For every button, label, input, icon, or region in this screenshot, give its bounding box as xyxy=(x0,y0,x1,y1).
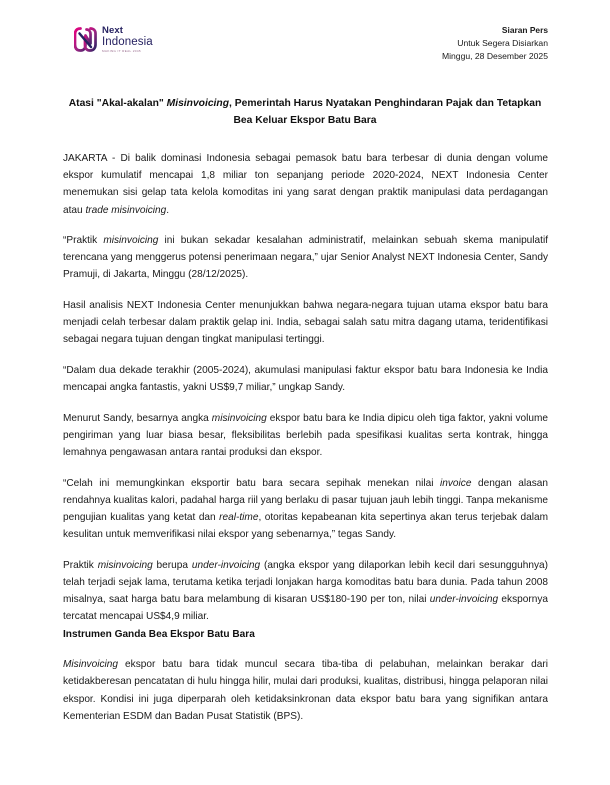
italic-term: under-invoicing xyxy=(429,594,499,606)
title-line2: Tetapkan Bea Keluar Ekspor Batu Bara xyxy=(233,97,542,127)
body-paragraph xyxy=(63,150,548,219)
text-run: “Dalam dua dekade terakhir (2005-2024), akumulasi manipulasi faktur ekspor batu bara Indonesia ke India mencapai angka fantastis, yakni US$9,7 miliar,” ungkap Sandy. xyxy=(63,365,548,394)
text-run: ekspor batu bara tidak muncul secara tiba-tiba di pelabuhan, melainkan berakar dari ketidakberesan pencatatan di hulu hingga hilir, mulai dari produksi, kualitas, distribusi, hingga pelaporan nilai ekspor. Kondisi ini juga diperparah oleh ketidaksinkronan data ekspor batu bara yang signifikan antara Kementerian ESDM dan Badan Pusat Statistik (BPS). xyxy=(63,659,548,722)
body-paragraph xyxy=(63,656,548,725)
release-meta xyxy=(442,22,548,64)
brand-tagline: MAKING IT REAL 2045 xyxy=(102,48,141,53)
brand-logo xyxy=(74,26,153,53)
text-run: . xyxy=(166,204,170,216)
text-run: (angka ekspor yang dilaporkan lebih kecil dari sesungguhnya) telah terjadi sejak lama, terutama ketika terjadi lonjakan harga komoditas batu bara dunia. Pada tahun 2008 misalnya, saat harga batu bara melambung di kisaran US$180-190 per ton, nilai xyxy=(63,560,549,606)
body-paragraph xyxy=(63,557,548,626)
italic-term: misinvoicing xyxy=(97,560,153,572)
body-paragraph xyxy=(63,475,548,544)
text-run: JAKARTA - Di balik dominasi Indonesia sebagai pemasok batu bara terbesar di dunia dengan volume ekspor kumulatif mencapai 1,8 miliar ton sepanjang periode 2020-2024, NEXT Indonesia Center menemukan sisi gelap tata kelola komoditas ini yang sarat dengan praktik manipulasi data perdagangan atau xyxy=(63,153,548,216)
body-paragraph xyxy=(63,410,548,461)
release-date: Minggu, 28 Desember 2025 xyxy=(441,51,548,62)
title-line1-post: , Pemerintah Harus Nyatakan Penghindaran Pajak dan xyxy=(229,97,494,109)
italic-term: real-time xyxy=(219,512,259,524)
italic-term: Misinvoicing xyxy=(63,659,118,671)
section-subheading: Instrumen Ganda Bea Ekspor Batu Bara xyxy=(63,628,255,640)
release-label: Siaran Pers xyxy=(501,25,548,35)
title-line1-pre: Atasi "Akal-akalan" xyxy=(68,97,167,109)
text-run: Menurut Sandy, besarnya angka xyxy=(63,412,212,424)
italic-term: trade misinvoicing xyxy=(85,204,167,216)
document-body xyxy=(0,130,610,725)
italic-term: under-invoicing xyxy=(191,560,261,572)
title-line1-italic: Misinvoicing xyxy=(166,97,229,109)
text-run: Praktik xyxy=(63,560,98,572)
next-indonesia-n-logo-icon xyxy=(74,27,97,52)
text-run: ekspor batu bara ke India dipicu oleh tiga faktor, yakni volume pengiriman yang luar biasa besar, fleksibilitas berlebih pada spesifikasi kualitas serta kontrak, hingga lemahnya pengawasan antara rantai produksi dan ekspor. xyxy=(63,412,548,459)
paragraph-group-secondary xyxy=(63,656,548,725)
body-paragraph xyxy=(63,232,548,283)
release-status: Untuk Segera Disiarkan xyxy=(457,38,548,49)
brand-name-line2: Indonesia xyxy=(102,35,153,48)
italic-term: invoice xyxy=(440,477,472,489)
brand-name-line1: Next xyxy=(102,25,123,36)
body-paragraph xyxy=(63,362,548,396)
text-run: “Praktik xyxy=(63,235,104,247)
text-run: , otoritas kepabeanan kita sepertinya akan terus terjebak dalam kesulitan untuk memverifikasi nilai ekspor yang sebenarnya,” tegas Sandy. xyxy=(63,512,548,541)
text-run: ekspornya tercatat mencapai US$4,9 miliar. xyxy=(63,594,548,623)
document-header xyxy=(0,0,610,64)
page-title xyxy=(66,95,544,130)
text-run: Hasil analisis NEXT Indonesia Center menunjukkan bahwa negara-negara tujuan utama ekspor batu bara menjadi celah terbesar dalam praktik gelap ini. India, sebagai salah satu mitra dagang utama, teridentifikasi sebagai negara tujuan dengan tingkat manipulasi tertinggi. xyxy=(63,300,548,346)
text-run: berupa xyxy=(152,560,192,572)
brand-wordmark xyxy=(102,26,153,53)
body-paragraph xyxy=(63,297,548,348)
italic-term: misinvoicing xyxy=(103,235,159,247)
paragraph-group-primary xyxy=(63,150,548,626)
text-run: “Celah ini memungkinkan eksportir batu bara secara sepihak menekan nilai xyxy=(63,477,441,489)
text-run: dengan alasan rendahnya kualitas kalori, padahal harga riil yang berlaku di pasar tujuan jauh lebih tinggi. Tanpa mekanisme pengujian kualitas yang ketat dan xyxy=(63,477,548,524)
text-run: ini bukan sekadar kesalahan administratif, melainkan sebuah skema manipulatif terencana yang menggerus potensi penerimaan negara,” ujar Senior Analyst NEXT Indonesia Center, Sandy Pramuji, di Jakarta, Minggu (28/12/2025). xyxy=(63,235,549,281)
italic-term: misinvoicing xyxy=(211,412,267,424)
